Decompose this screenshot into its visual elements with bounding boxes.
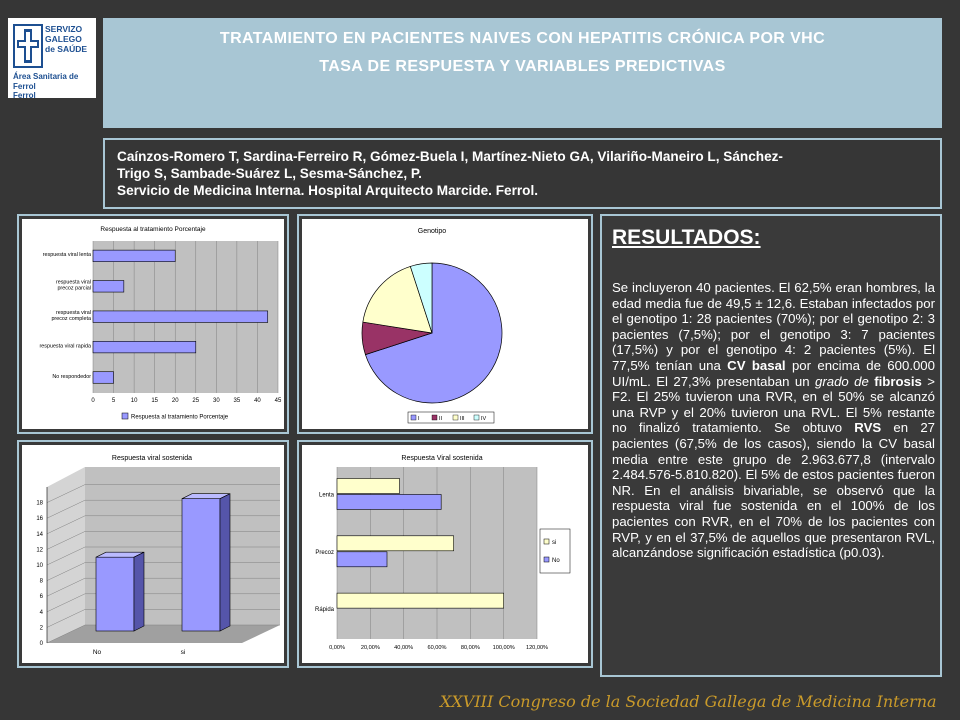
results-b3: RVS [854,420,882,436]
logo-line1: SERVIZO [45,24,83,34]
chart4-legend-swatch-no [544,557,549,562]
servizo-galego-logo [8,18,96,98]
chart-rvs-tipo [302,445,588,663]
chart-panel-genotipo [297,214,593,434]
chart2-legend-swatch [453,415,458,420]
chart4-bar [337,593,504,608]
chart4-title: Respuesta Viral sostenida [401,455,483,462]
chart4-xtick: 40,00% [394,645,414,651]
results-heading: RESULTADOS: [612,226,761,249]
chart3-ytick: 4 [39,609,43,616]
chart1-xtick: 20 [171,398,179,404]
chart1-category [52,374,91,380]
chart3-floor [47,625,280,643]
chart4-bar [337,478,400,493]
results-panel [600,214,942,677]
chart-panel-rvs-tipo [297,440,593,668]
chart1-xtick: 5 [111,398,116,404]
chart-genotipo [302,219,588,429]
chart4-legend-no: No [552,558,560,564]
chart3-ytick: 6 [39,594,43,601]
chart1-bar [93,281,124,293]
chart1-bar [93,311,268,323]
chart4-legend-swatch-si [544,539,549,544]
chart1-category-line: precoz completa [51,316,91,322]
chart4-xtick: 120,00% [525,645,549,651]
chart1-category [39,343,91,349]
results-b2: fibrosis [874,373,922,389]
chart3-ytick: 8 [39,578,43,585]
chart2-legend-swatch [432,415,437,420]
chart1-xtick: 0 [91,398,95,404]
chart2-legend-label: II [439,416,443,422]
chart2-legend-swatch [411,415,416,420]
chart1-category [51,310,91,322]
chart4-category: Lenta [318,492,334,499]
chart3-bar-front [182,499,220,631]
chart1-xtick: 15 [151,398,159,404]
results-text [612,280,935,561]
chart4-xtick: 80,00% [460,645,480,651]
logo-line3: de SAÚDE [45,44,88,54]
results-p4: en 27 pacientes (67,5% de los casos), siendo la CV basal media entre este grupo de 2.963.677,8 (intervalo 2.484.576-5.810.820). El 5% de estos pacientes fueron NR. En el análisis bivariable, se observó que la respuesta viral fue sostenida en el 100% de los pacientes con RVR, en el 70% de los pacientes con RVP, y en el 37,5% de aquellos que presentaron RVL, alcanzándose significación estadística (p0.03). [612,420,935,561]
chart1-xtick: 40 [254,398,261,404]
chart3-ytick: 14 [36,531,43,538]
chart-respuesta-tratamiento [22,219,284,429]
chart4-legend-si: si [552,540,557,546]
chart3-ytick: 12 [36,547,43,554]
chart3-bar-side [220,494,230,631]
chart3-ytick: 16 [36,516,43,523]
chart4-bar [337,494,441,509]
logo-area1: Área Sanitaria de Ferrol [13,72,79,91]
chart3-ytick: 10 [36,563,43,569]
chart1-category-line: respuesta viral rapida [39,343,91,350]
chart4-xtick: 20,00% [360,645,380,651]
chart2-legend-label: IV [481,416,487,422]
results-p3: > F2. El 25% tuvieron una RVR, en el 50% se alcanzó una RVP y el 20% tuvieron una RVL. El 5% restante no finalizó tratamiento. Se obtuvo [612,373,936,436]
chart4-category: Rápida [314,607,334,614]
results-p1: Se incluyeron 40 pacientes. El 62,5% eran hombres, la edad media fue de 49,5 ± 12,6. Estaban infectados por el genotipo 1: 28 pacientes (70%); por el genotipo 2: 3 pacientes (7,5%); por el genotipo 3: 7 pacientes (17,5%) y por el genotipo 4: 2 pacientes (5%). El 77,5% tenían una [612,280,935,373]
results-b1: CV basal [727,357,786,373]
chart3-category: No [92,649,102,656]
chart1-bar [93,372,114,384]
chart-panel-rvs [17,440,289,668]
chart2-legend-label: III [460,416,465,422]
chart4-bar [337,536,454,551]
chart-panel-respuesta [17,214,289,434]
authors-line1: Caínzos-Romero T, Sardina-Ferreiro R, Gómez-Buela I, Martínez-Nieto GA, Vilariño-Maneiro L, Sánchez- [117,149,783,164]
logo-area2: Ferrol [13,91,36,100]
title-line1: TRATAMIENTO EN PACIENTES NAIVES CON HEPATITIS CRÓNICA POR VHC [219,30,826,47]
chart1-category [43,252,91,258]
chart1-xtick: 30 [212,398,220,404]
chart1-bar [93,250,175,262]
title-banner [103,18,942,128]
chart1-legend-swatch [122,413,128,419]
chart4-xtick: 0,00% [329,645,345,651]
chart1-category-line: respuesta viral [55,279,91,286]
chart4-bar [337,552,387,567]
authors-box [103,138,942,209]
logo-line2: GALEGO [45,34,82,44]
chart1-legend-label: Respuesta al tratamiento Porcentaje [131,414,229,421]
chart2-legend-label: I [418,416,420,422]
title-line2: TASA DE RESPUESTA Y VARIABLES PREDICTIVAS [319,58,726,75]
chart1-bar [93,341,196,353]
footer-congress: XXVIII Congreso de la Sociedad Gallega de Medicina Interna [440,692,937,711]
chart1-title: Respuesta al tratamiento Porcentaje [100,226,206,233]
chart3-ytick: 0 [39,641,43,647]
chart3-title: Respuesta viral sostenida [111,455,193,462]
chart2-legend-swatch [474,415,479,420]
chart4-xtick: 100,00% [492,645,515,651]
chart2-title: Genotipo [417,228,447,235]
chart4-legend [540,529,570,573]
results-i1: grado de [815,373,869,389]
results-p2: por encima de 600.000 UI/mL. El 27,3% presentaban un [612,357,935,389]
chart3-category: si [180,649,186,656]
chart1-category-line: respuesta viral [55,310,91,316]
authors-line2: Trigo S, Sambade-Suárez L, Sesma-Sánchez, P. [117,166,422,181]
sergas-cross-icon [13,24,43,68]
chart3-bar-front [96,557,134,631]
chart4-category: Precoz [315,549,334,556]
chart1-category-line: precoz parcial [57,285,91,292]
chart1-category-line: No respondedor [52,373,91,380]
chart1-xtick: 35 [233,398,241,404]
chart4-xtick: 60,00% [427,645,447,651]
chart3-ytick: 18 [36,500,43,507]
chart1-xtick: 45 [274,398,282,404]
chart3-ytick: 2 [39,625,43,632]
chart1-xtick: 25 [192,398,200,404]
chart1-xtick: 10 [130,398,138,404]
affiliation: Servicio de Medicina Interna. Hospital Arquitecto Marcide. Ferrol. [117,183,539,198]
chart1-category [56,280,91,292]
chart-rvs [22,445,284,663]
chart1-category-line: respuesta viral lenta [42,252,91,259]
chart3-bar-side [134,552,144,631]
